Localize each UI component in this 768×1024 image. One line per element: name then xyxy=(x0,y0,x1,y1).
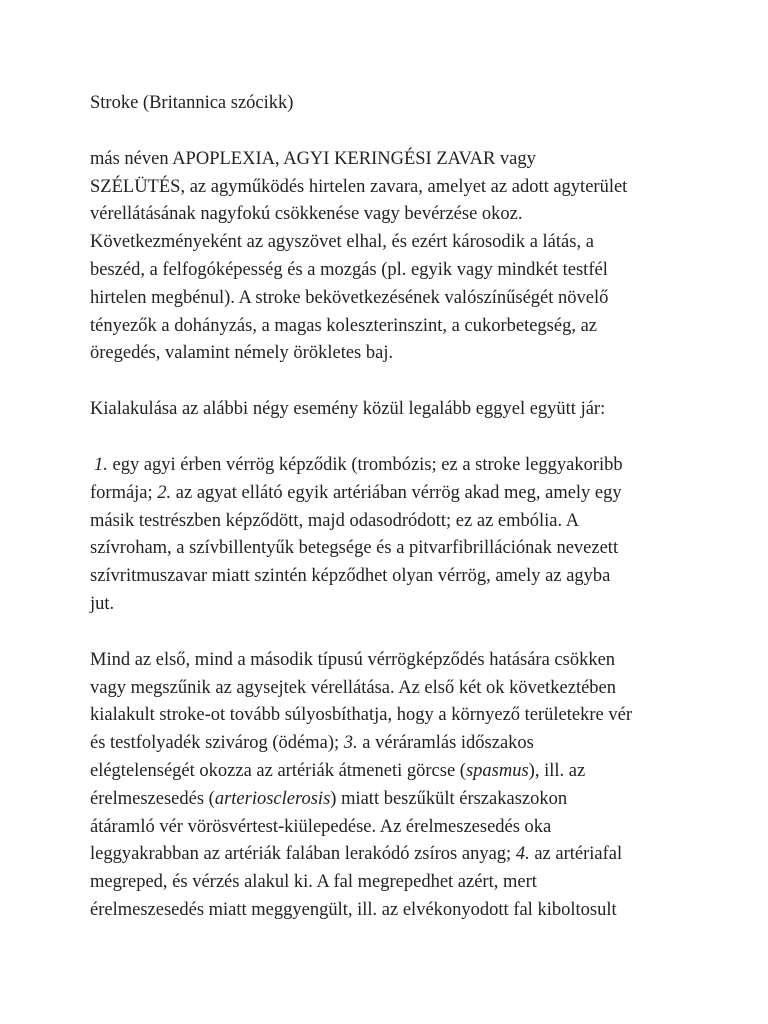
text-line: más néven APOPLEXIA, AGYI KERINGÉSI ZAVAR vagy xyxy=(90,148,536,169)
text-line: leggyakrabban az artériák falában lerakódó zsíros anyag; 4. az artériafal xyxy=(90,844,623,865)
text-line: vérellátásának nagyfokú csökkenése vagy bevérzése okoz. xyxy=(90,204,523,225)
text-line: Mind az első, mind a második típusú vérrögképződés hatására csökken xyxy=(90,649,616,670)
text-line: és testfolyadék szivárog (ödéma); 3. a véráramlás időszakos xyxy=(90,733,534,754)
list-number: 4. xyxy=(515,844,530,865)
text-line: másik testrészben képződött, majd odasodródott; ez az embólia. A xyxy=(90,510,580,531)
latin-term: arteriosclerosis xyxy=(214,788,331,809)
latin-term: spasmus xyxy=(465,760,529,781)
list-number: 3. xyxy=(343,733,358,754)
text-line: vagy megszűnik az agysejtek vérellátása. Az első két ok következtében xyxy=(90,677,617,698)
text-line: öregedés, valamint némely örökletes baj. xyxy=(90,343,394,364)
text-line: SZÉLÜTÉS, az agyműködés hirtelen zavara, amelyet az adott agyterület xyxy=(90,176,628,197)
text-line: jut. xyxy=(90,593,115,614)
text-line: érelmeszesedés miatt meggyengült, ill. az elvékonyodott fal kiboltosult xyxy=(90,899,617,920)
text-line: átáramló vér vörösvértest-kiülepedése. Az érelmeszesedés oka xyxy=(90,816,552,837)
paragraph-causes-3-4 xyxy=(90,647,690,925)
text-line: formája; 2. az agyat ellátó egyik artériában vérrög akad meg, amely egy xyxy=(90,482,622,503)
document-page xyxy=(90,90,690,953)
paragraph-causes-1-2 xyxy=(90,452,690,619)
text-line: kialakult stroke-ot tovább súlyosbíthatja, hogy a környező területekre vér xyxy=(90,705,632,726)
paragraph-definition xyxy=(90,146,690,368)
list-number: 1. xyxy=(94,454,108,475)
text-line: 1. egy agyi érben vérrög képződik (trombózis; ez a stroke leggyakoribb xyxy=(94,454,623,475)
text-line: elégtelenségét okozza az artériák átmeneti görcse (spasmus), ill. az xyxy=(90,760,586,781)
text-line: érelmeszesedés (arteriosclerosis) miatt beszűkült érszakaszokon xyxy=(90,788,568,809)
text-line: tényezők a dohányzás, a magas koleszterinszint, a cukorbetegség, az xyxy=(90,315,597,336)
document-title: Stroke (Britannica szócikk) xyxy=(90,93,294,113)
text-line: hirtelen megbénul). A stroke bekövetkezésének valószínűségét növelő xyxy=(90,287,609,308)
text-line: Következményeként az agyszövet elhal, és ezért károsodik a látás, a xyxy=(90,232,594,253)
text-line: szívritmuszavar miatt szintén képződhet olyan vérrög, amely az agyba xyxy=(90,566,611,587)
paragraph-intro: Kialakulása az alábbi négy esemény közül legalább eggyel együtt jár: xyxy=(90,399,606,420)
text-line: szívroham, a szívbillentyűk betegsége és a pitvarfibrillációnak nevezett xyxy=(90,538,619,559)
list-number: 2. xyxy=(157,482,172,503)
text-line: beszéd, a felfogóképesség és a mozgás (pl. egyik vagy mindkét testfél xyxy=(90,259,608,280)
text-line: megreped, és vérzés alakul ki. A fal megrepedhet azért, mert xyxy=(90,872,537,893)
